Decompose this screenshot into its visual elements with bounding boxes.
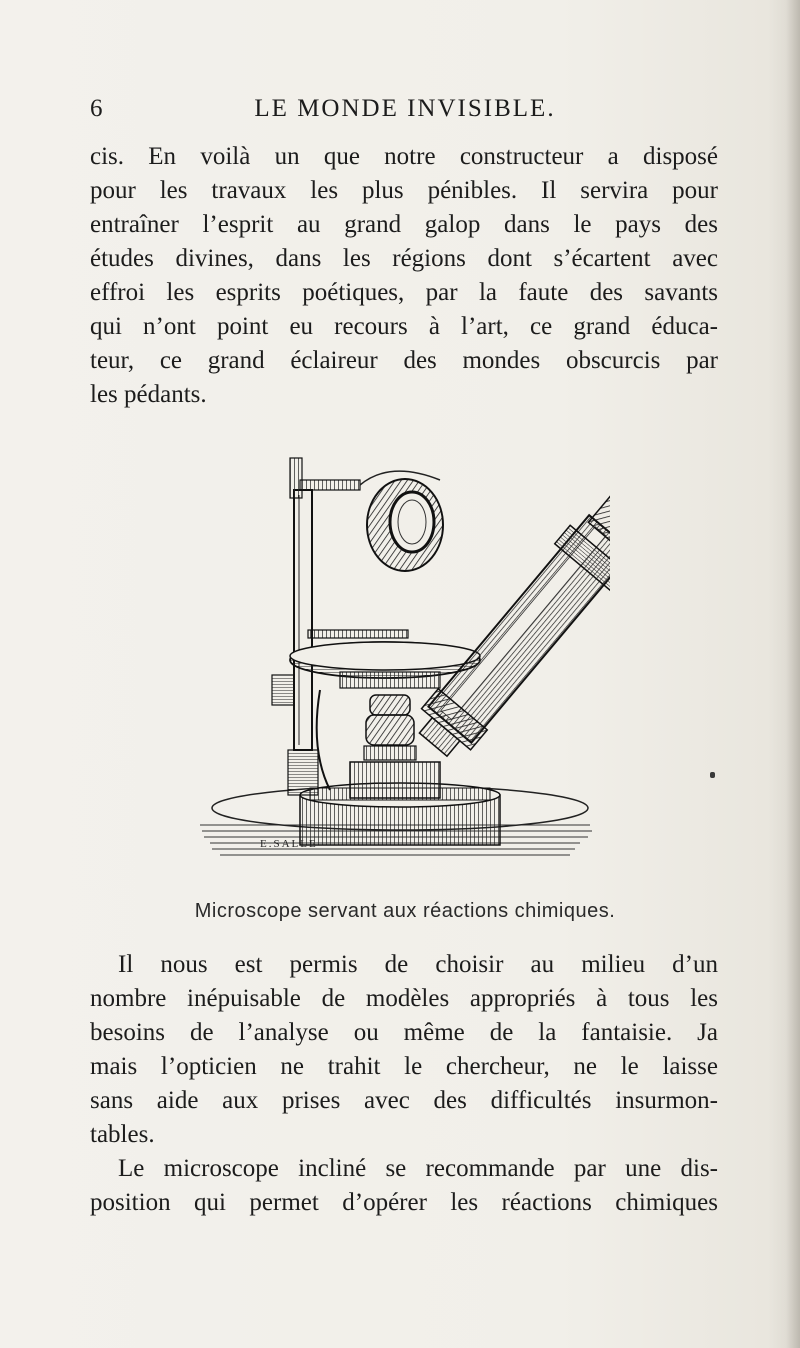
text-line: sans aide aux prises avec des difficultés insurmon- <box>90 1087 718 1114</box>
engraver-signature: E.SALLE <box>260 838 318 850</box>
paragraph-middle <box>90 948 718 1152</box>
text-line: mais l’opticien ne trahit le chercheur, ne le laisse <box>90 1053 718 1080</box>
text-line: qui n’ont point eu recours à l’art, ce grand éduca- <box>90 313 718 340</box>
running-title: LE MONDE INVISIBLE. <box>254 95 556 122</box>
text-line: position qui permet d’opérer les réactions chimiques <box>90 1189 718 1216</box>
text-line: entraîner l’esprit au grand galop dans le pays des <box>90 211 718 238</box>
text-line: les pédants. <box>90 381 207 408</box>
text-line: Le microscope incliné se recommande par une dis- <box>118 1155 718 1182</box>
text-line: Il nous est permis de choisir au milieu d’un <box>118 951 718 978</box>
running-head <box>90 95 720 131</box>
page-edge-shadow <box>786 0 800 1348</box>
microscope-engraving <box>190 450 610 890</box>
text-line: tables. <box>90 1121 155 1148</box>
page-number: 6 <box>90 95 104 122</box>
text-line: teur, ce grand éclaireur des mondes obscurcis par <box>90 347 718 374</box>
text-line: nombre inépuisable de modèles appropriés à tous les <box>90 985 718 1012</box>
paragraph-bottom <box>90 1152 718 1220</box>
text-line: besoins de l’analyse ou même de la fantaisie. Ja <box>90 1019 718 1046</box>
paragraph-top <box>90 140 718 412</box>
ink-speck <box>710 772 715 778</box>
text-line: pour les travaux les plus pénibles. Il servira pour <box>90 177 718 204</box>
text-line: effroi les esprits poétiques, par la faute des savants <box>90 279 718 306</box>
fine-adjustment-box <box>350 762 440 798</box>
text-line: études divines, dans les régions dont s’écartent avec <box>90 245 718 272</box>
text-line: cis. En voilà un que notre constructeur a disposé <box>90 143 718 170</box>
pillar <box>294 490 312 750</box>
figure-caption: Microscope servant aux réactions chimiques. <box>194 900 616 922</box>
